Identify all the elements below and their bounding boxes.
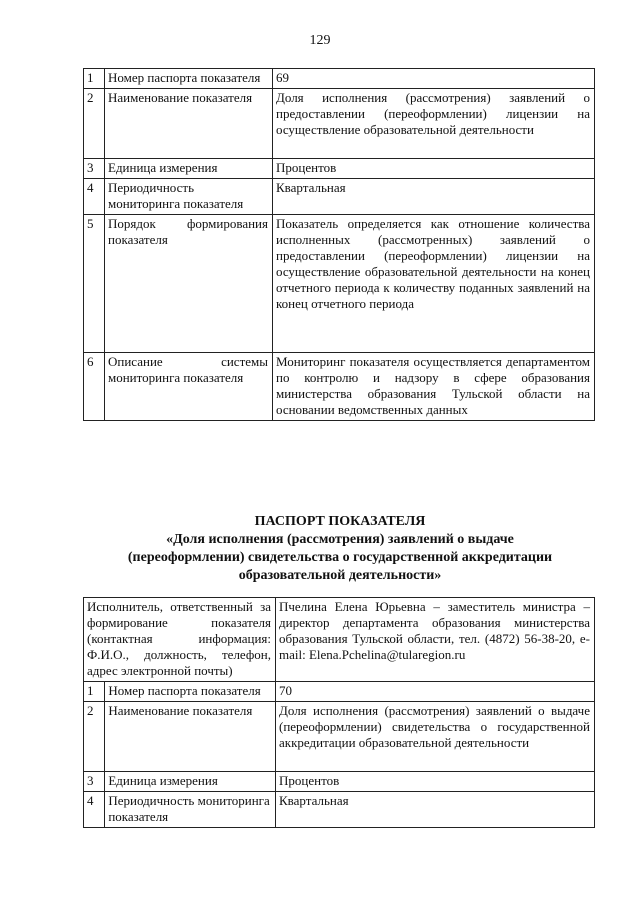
table-row [84, 772, 595, 792]
table-row [84, 353, 595, 421]
heading-line-2: (переоформлении) свидетельства о государственной аккредитации [127, 550, 553, 565]
row-value: Мониторинг показателя осуществляется департаментом по контролю и надзору в сфере образования министерства образования Тульской области на основании ведомственных данных [273, 353, 595, 421]
row-label: Единица измерения [105, 159, 273, 179]
heading-title: ПАСПОРТ ПОКАЗАТЕЛЯ [254, 514, 426, 529]
row-label: Порядок формирования показателя [105, 215, 273, 353]
row-value: 70 [276, 682, 595, 702]
row-number: 1 [84, 69, 105, 89]
row-value: 69 [273, 69, 595, 89]
passport-table-70 [83, 597, 595, 828]
table-row [84, 159, 595, 179]
passport-heading [60, 513, 620, 585]
heading-line-3: образовательной деятельности» [238, 568, 442, 583]
row-label: Периодичность мониторинга показателя [105, 792, 276, 828]
row-label: Номер паспорта показателя [105, 69, 273, 89]
row-label: Наименование показателя [105, 702, 276, 772]
row-value: Показатель определяется как отношение количества исполненных (рассмотренных) заявлений о предоставлении (переоформлении) лицензии на осуществление образовательной деятельности на конец отчетного периода к количеству поданных заявлений на конец отчетного периода [273, 215, 595, 353]
row-label: Наименование показателя [105, 89, 273, 159]
row-label: Периодичность мониторинга показателя [105, 179, 273, 215]
row-label: Описание системы мониторинга показателя [105, 353, 273, 421]
page-number: 129 [309, 33, 331, 48]
row-label: Единица измерения [105, 772, 276, 792]
table-row [84, 792, 595, 828]
row-number: 1 [84, 682, 105, 702]
row-number: 5 [84, 215, 105, 353]
heading-line-1: «Доля исполнения (рассмотрения) заявлений о выдаче [166, 532, 514, 547]
row-number: 4 [84, 792, 105, 828]
row-number: 3 [84, 159, 105, 179]
row-value: Квартальная [273, 179, 595, 215]
passport-table-69 [83, 68, 595, 421]
table-row [84, 69, 595, 89]
row-value: Процентов [273, 159, 595, 179]
table-row [84, 682, 595, 702]
row-number: 2 [84, 89, 105, 159]
table-row [84, 89, 595, 159]
row-label: Номер паспорта показателя [105, 682, 276, 702]
table-row [84, 179, 595, 215]
executor-value: Пчелина Елена Юрьевна – заместитель министра – директор департамента образования министерства образования Тульской области, тел. (4872) 56-38-20, e-mail: Elena.Pchelina@tularegion.ru [276, 598, 595, 682]
row-number: 6 [84, 353, 105, 421]
row-number: 4 [84, 179, 105, 215]
row-number: 3 [84, 772, 105, 792]
table-row [84, 702, 595, 772]
executor-row [84, 598, 595, 682]
executor-label: Исполнитель, ответственный за формирование показателя (контактная информация: Ф.И.О., должность, телефон, адрес электронной почты) [84, 598, 276, 682]
row-value: Процентов [276, 772, 595, 792]
row-number: 2 [84, 702, 105, 772]
row-value: Доля исполнения (рассмотрения) заявлений о предоставлении (переоформлении) лицензии на осуществление образовательной деятельности [273, 89, 595, 159]
table-row [84, 215, 595, 353]
row-value: Квартальная [276, 792, 595, 828]
row-value: Доля исполнения (рассмотрения) заявлений о выдаче (переоформлении) свидетельства о государственной аккредитации образовательной деятельности [276, 702, 595, 772]
